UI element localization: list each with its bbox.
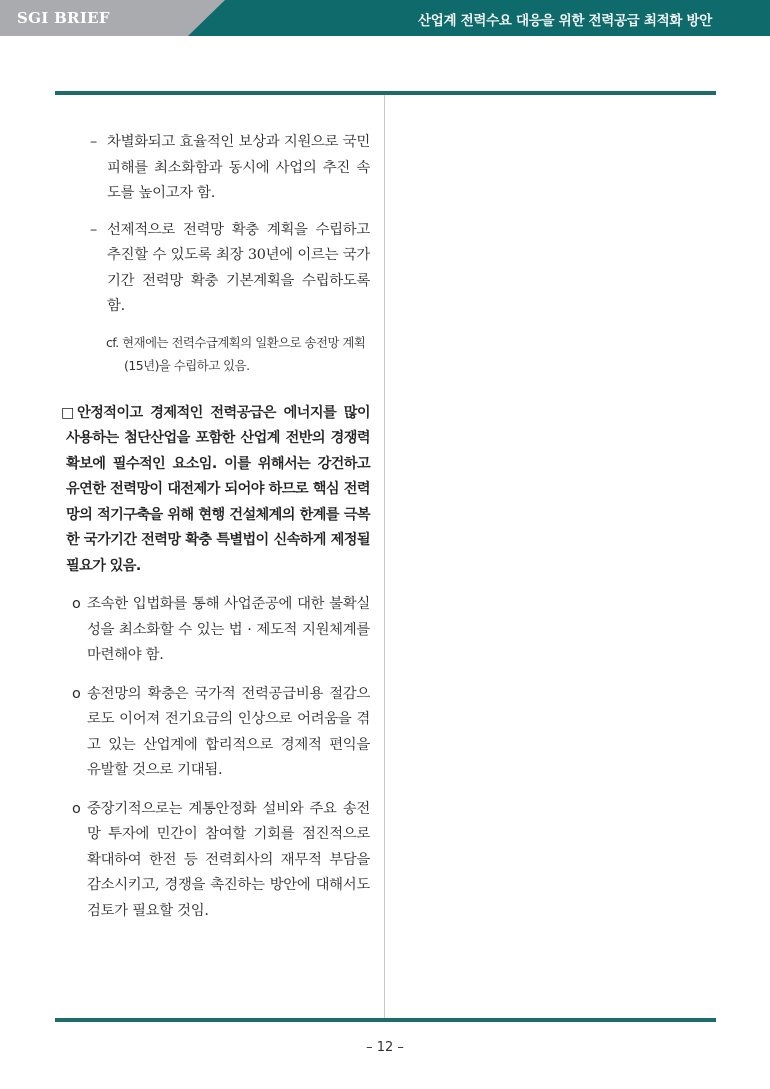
dash-item-text: 차별화되고 효율적인 보상과 지원으로 국민 피해를 최소화함과 동시에 사업의 추진 속도를 높이고자 함. <box>107 134 370 201</box>
page-number: – 12 – <box>366 1040 404 1055</box>
circle-item <box>55 592 370 669</box>
square-item-text: 안정적이고 경제적인 전력공급은 에너지를 많이 사용하는 첨단산업을 포함한 산업계 전반의 경쟁력 확보에 필수적인 요소임. 이를 위해서는 강건하고 유연한 전력망이 대전제가 되어야 하므로 핵심 전력망의 적기구축을 위해 현행 건설체계의 한계를 극복한 국가기간 전력망 확충 특별법이 신속하게 제정될 필요가 있음. <box>66 404 370 574</box>
square-item <box>55 401 370 580</box>
dash-marker: – <box>90 221 97 238</box>
circle-marker: o <box>72 685 81 702</box>
header-bar <box>0 0 770 36</box>
dash-item <box>55 130 370 207</box>
square-marker: □ <box>61 404 74 421</box>
circle-marker: o <box>72 596 81 612</box>
cf-note: cf. 현재에는 전력수급계획의 일환으로 송전망 계획(15년)을 수립하고 있음. <box>106 334 366 373</box>
dash-item-text: 선제적으로 전력망 확충 계획을 수립하고 추진할 수 있도록 최장 30년에 이르는 국가기간 전력망 확충 기본계획을 수립하도록 함. <box>107 221 370 314</box>
column-divider <box>384 95 385 1018</box>
document-title: 산업계 전력수요 대응을 위한 전력공급 최적화 방안 <box>418 13 712 29</box>
circle-item <box>55 797 370 925</box>
circle-item-text: 송전망의 확충은 국가적 전력공급비용 절감으로도 이어져 전기요금의 인상으로 어려움을 겪고 있는 산업계에 합리적으로 경제적 편익을 유발할 것으로 기대됨. <box>87 685 370 778</box>
top-rule <box>55 91 716 95</box>
bottom-rule <box>55 1018 716 1022</box>
circle-item-text: 조속한 입법화를 통해 사업준공에 대한 불확실성을 최소화할 수 있는 법 · 제도적 지원체계를 마련해야 함. <box>87 596 370 663</box>
circle-item-text: 중장기적으로는 계통안정화 설비와 주요 송전망 투자에 민간이 참여할 기회를 점진적으로 확대하여 한전 등 전력회사의 재무적 부담을 감소시키고, 경쟁을 촉진하는 방안에 대해서도 검토가 필요할 것임. <box>87 800 370 919</box>
brand-label: SGI BRIEF <box>17 9 110 27</box>
left-column <box>55 130 370 924</box>
circle-item <box>55 682 370 784</box>
dash-marker: – <box>90 134 97 150</box>
dash-item <box>55 218 370 320</box>
circle-marker: o <box>72 800 81 817</box>
